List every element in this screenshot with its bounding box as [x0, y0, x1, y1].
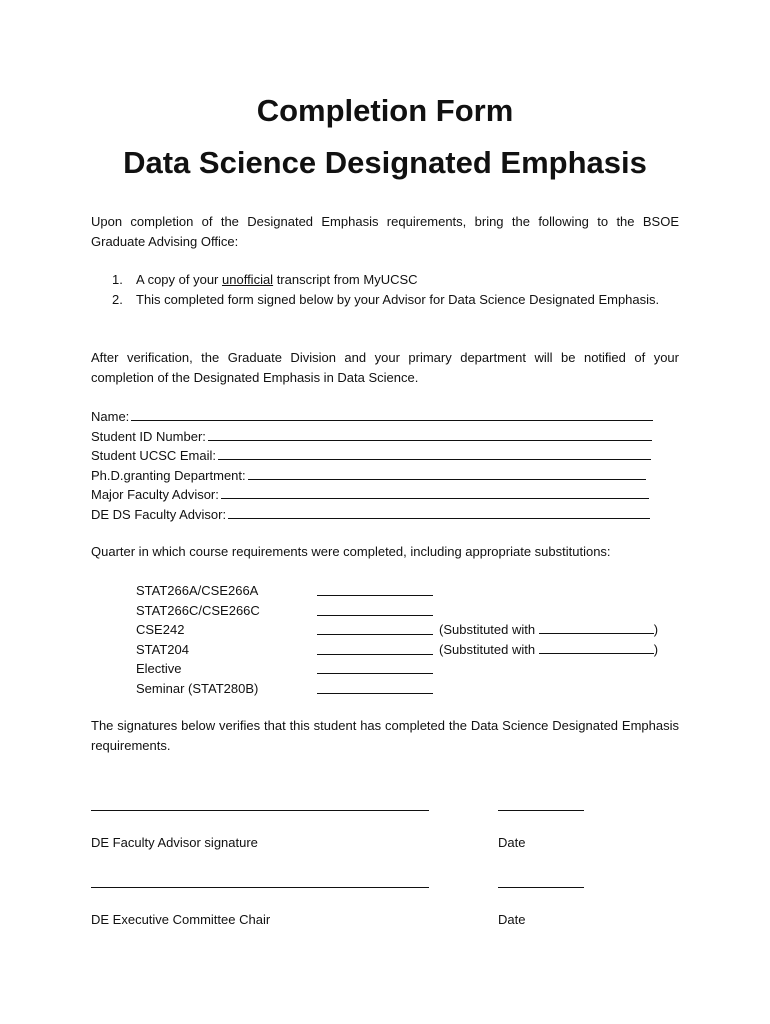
list-item: [91, 270, 679, 290]
substitution-close: ): [653, 641, 659, 657]
fill-line[interactable]: [228, 505, 650, 519]
quarter-line[interactable]: [317, 640, 433, 655]
chair-date-line[interactable]: [498, 887, 584, 888]
student-id-field[interactable]: [91, 427, 653, 447]
signature-statement: The signatures below verifies that this student has completed the Data Science Designated Emphasis requirements.: [91, 718, 679, 753]
course-name: Seminar (STAT280B): [136, 680, 259, 696]
advisor-signature-label: DE Faculty Advisor signature: [91, 835, 258, 850]
name-field[interactable]: [91, 407, 653, 427]
field-label: Name:: [91, 409, 130, 424]
quarter-line[interactable]: [317, 581, 433, 596]
requirements-list: [91, 270, 679, 310]
de-ds-advisor-field[interactable]: [91, 505, 653, 525]
quarter-prompt: Quarter in which course requirements were completed, including appropriate substitutions:: [91, 544, 611, 559]
quarter-line[interactable]: [317, 601, 433, 616]
student-info-fields: [91, 407, 653, 524]
advisor-signature-line[interactable]: [91, 810, 429, 811]
list-number: 2.: [112, 292, 123, 307]
quarter-line[interactable]: [317, 659, 433, 674]
substitution-close: ): [653, 622, 659, 637]
intro-paragraph: Upon completion of the Designated Emphasis requirements, bring the following to the BSOE Graduate Advising Office:: [91, 214, 679, 249]
advisor-date-line[interactable]: [498, 810, 584, 811]
course-name: Elective: [136, 661, 182, 676]
fill-line[interactable]: [248, 466, 646, 480]
substitution-line[interactable]: [539, 640, 654, 654]
list-text: A copy of your: [136, 272, 222, 287]
field-label: Student ID Number:: [91, 428, 206, 444]
fill-line[interactable]: [218, 446, 651, 460]
verification-paragraph: After verification, the Graduate Division and your primary department will be notified of your completion of the Designated Emphasis in Data Science.: [91, 350, 679, 385]
list-number: 1.: [112, 272, 123, 287]
substitution-label: (Substituted with: [439, 622, 539, 637]
field-label: Ph.D.granting Department:: [91, 467, 246, 483]
quarter-line[interactable]: [317, 620, 433, 635]
course-name: CSE242: [136, 622, 185, 637]
list-item: [91, 290, 679, 310]
substitution-field: [439, 620, 658, 640]
substitution-field: [439, 640, 658, 660]
student-email-field[interactable]: [91, 446, 653, 466]
unofficial-underlined: unofficial: [222, 272, 274, 287]
quarter-line[interactable]: [317, 679, 433, 694]
course-name: STAT204: [136, 641, 189, 657]
field-label: DE DS Faculty Advisor:: [91, 506, 227, 522]
list-text: transcript from MyUCSC: [273, 272, 418, 287]
list-text: This completed form signed below by your Advisor for Data Science Designated Emphasis.: [136, 292, 660, 307]
chair-signature-line[interactable]: [91, 887, 429, 888]
form-subtitle: Data Science Designated Emphasis: [123, 145, 647, 180]
substitution-label: (Substituted with: [439, 641, 539, 657]
substitution-line[interactable]: [539, 620, 654, 634]
major-advisor-field[interactable]: [91, 485, 653, 505]
advisor-date-label: Date: [498, 835, 526, 850]
chair-signature-label: DE Executive Committee Chair: [91, 912, 271, 927]
form-title: Completion Form: [256, 93, 514, 128]
course-name: STAT266C/CSE266C: [136, 602, 260, 618]
field-label: Student UCSC Email:: [91, 448, 216, 463]
department-field[interactable]: [91, 466, 653, 486]
fill-line[interactable]: [131, 407, 653, 421]
fill-line[interactable]: [208, 427, 652, 441]
fill-line[interactable]: [221, 485, 649, 499]
field-label: Major Faculty Advisor:: [91, 487, 219, 502]
course-name: STAT266A/CSE266A: [136, 583, 259, 598]
chair-date-label: Date: [498, 912, 526, 927]
